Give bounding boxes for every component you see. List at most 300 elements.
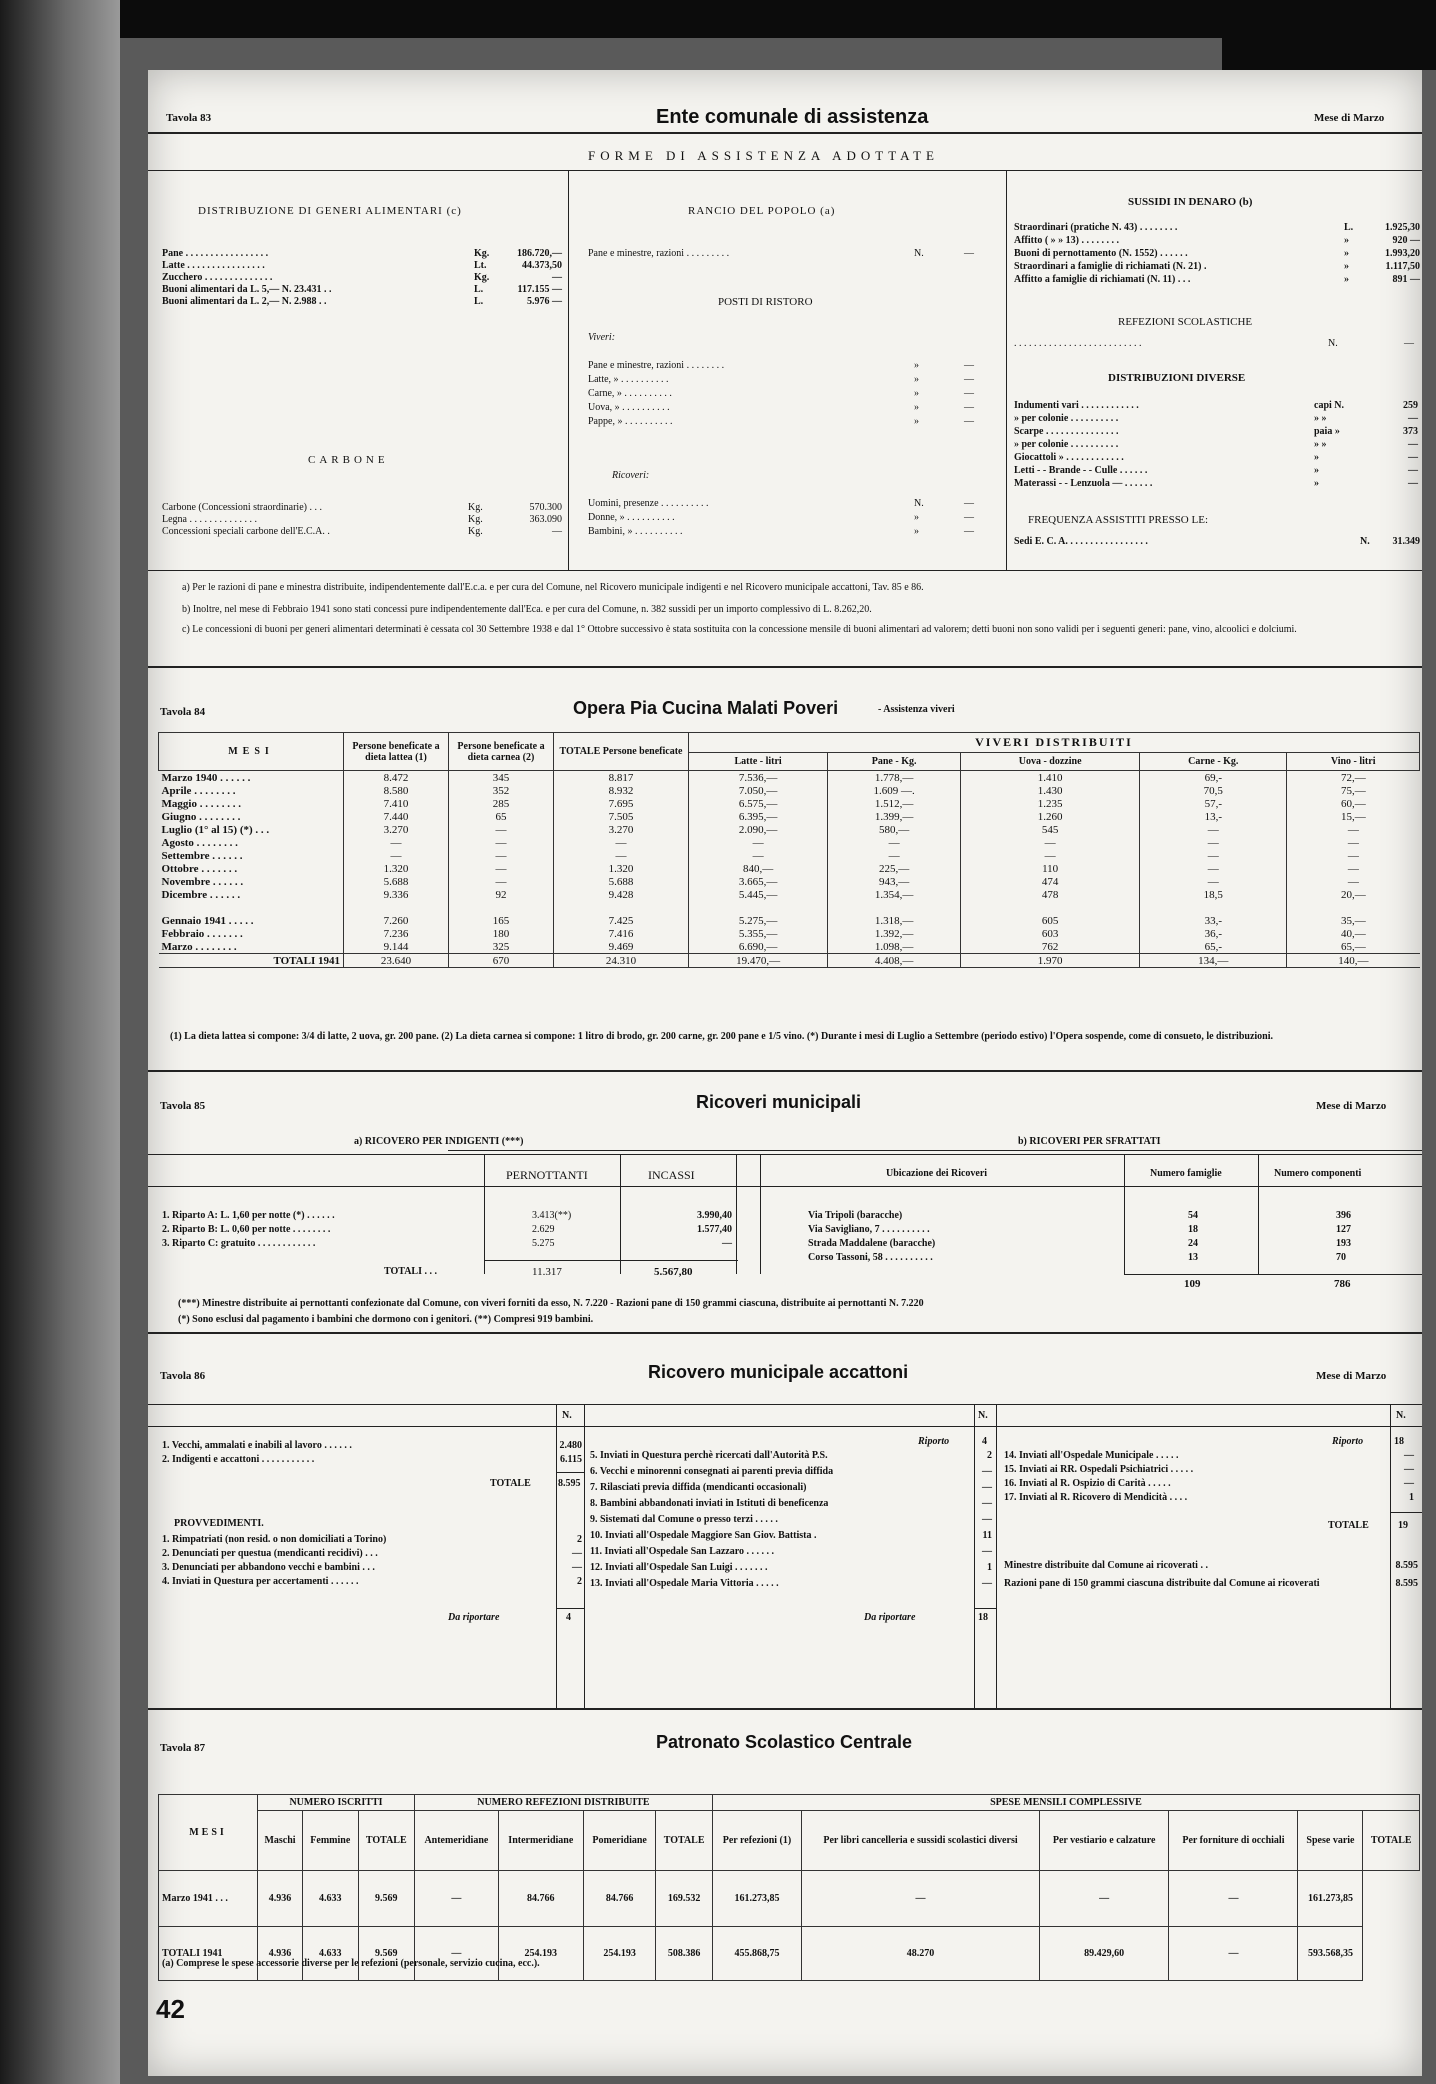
t87-cell: —	[1169, 1871, 1298, 1927]
t84-cell-c: 33,-	[1140, 914, 1287, 927]
rancio-item	[588, 248, 998, 262]
forme-subtitle: FORME DI ASSISTENZA ADOTTATE	[588, 148, 939, 163]
t85-h-comp: Numero componenti	[1274, 1168, 1362, 1179]
frequenza-item	[1014, 536, 1420, 549]
item-value: —	[982, 1482, 992, 1493]
t84-h-carnea: Persone beneficate a dieta carnea (2)	[449, 733, 554, 771]
t87-cell: 48.270	[802, 1927, 1040, 1981]
t84-cell-tot: 7.425	[554, 914, 689, 927]
t84-h-mesi: MESI	[159, 733, 344, 771]
t86-col2-row	[590, 1498, 996, 1514]
t86-col2-row	[590, 1466, 996, 1482]
item-value: —	[1404, 338, 1414, 349]
t84-cell-c: 13,-	[1140, 810, 1287, 823]
t84-cell-tot: 9.428	[554, 888, 689, 901]
t84-cell-v: 65,—	[1287, 940, 1420, 954]
t87-note: (a) Comprese le spese accessorie diverse per le refezioni (personale, servizio cucina, ecc.).	[162, 1958, 540, 1969]
item-unit: »	[1344, 235, 1349, 246]
t84-cell-l: 5.355,—	[689, 927, 828, 940]
t86-col2-riportare-label: Da riportare	[864, 1612, 916, 1623]
item-unit: Kg.	[468, 514, 483, 525]
t84-cell-p: 1.399,—	[828, 810, 961, 823]
t84-body	[159, 771, 1420, 954]
t86-col3-riporto-label: Riporto	[1332, 1436, 1364, 1447]
t84-cell-latte: 7.260	[344, 914, 449, 927]
item-label: Indumenti vari . . . . . . . . . . . .	[1014, 400, 1139, 411]
item-value: 373	[1403, 426, 1418, 437]
t84-mese: Novembre . . . . . .	[161, 875, 244, 888]
item-label: Concessioni speciali carbone dell'E.C.A. .	[162, 526, 330, 537]
t84-cell-carnea: —	[449, 823, 554, 836]
t84-cell-l: 3.665,—	[689, 875, 828, 888]
t87-cell: —	[415, 1871, 499, 1927]
t86-head-top	[148, 1404, 1422, 1405]
t84-cell-tot: 7.695	[554, 797, 689, 810]
t87-col-header: TOTALE	[358, 1811, 414, 1871]
t84-cell-v	[1287, 901, 1420, 914]
t85-h-ubic: Ubicazione dei Ricoveri	[886, 1168, 988, 1179]
t86-v2	[584, 1404, 585, 1708]
t85-b-rule	[888, 1150, 1422, 1151]
item-value: —	[964, 498, 974, 509]
t87-h-spese: SPESE MENSILI COMPLESSIVE	[712, 1795, 1419, 1811]
item-unit: »	[1344, 248, 1349, 259]
item-value: —	[964, 402, 974, 413]
t84-row	[159, 771, 1420, 785]
t85-v4	[760, 1154, 761, 1274]
t83-divider-2	[1006, 170, 1007, 570]
t83-divider-1	[568, 170, 569, 570]
t87-h-refezioni: NUMERO REFEZIONI DISTRIBUITE	[415, 1795, 713, 1811]
t84-cell-carnea	[449, 901, 554, 914]
t84-cell-p: 1.354,—	[828, 888, 961, 901]
t85-pern-value: 5.275	[532, 1238, 555, 1249]
document-page	[148, 70, 1422, 2076]
t84-cell-latte: 5.688	[344, 875, 449, 888]
item-unit: paia »	[1314, 426, 1340, 437]
t84-cell-l: 5.275,—	[689, 914, 828, 927]
page-title: Ente comunale di assistenza	[656, 106, 929, 128]
item-label: Legna . . . . . . . . . . . . . .	[162, 514, 257, 525]
item-label: 1. Vecchi, ammalati e inabili al lavoro . . . . . .	[162, 1440, 352, 1451]
t86-col2-row	[590, 1514, 996, 1530]
diverse-item	[1014, 400, 1420, 413]
t84-subtitle: - Assistenza viveri	[878, 704, 955, 715]
t84-cell-carnea: 65	[449, 810, 554, 823]
t86-col1-row	[162, 1454, 584, 1468]
t85-month: Mese di Marzo	[1316, 1100, 1387, 1112]
item-label: » per colonie . . . . . . . . . .	[1014, 413, 1119, 424]
item-unit: Kg.	[474, 272, 490, 283]
t87-title: Patronato Scolastico Centrale	[656, 1732, 913, 1752]
t84-cell-v: —	[1287, 823, 1420, 836]
t87-col-header: Per forniture di occhiali	[1169, 1811, 1298, 1871]
t85-pern-value: 2.629	[532, 1224, 555, 1235]
t87-cell: 4.936	[258, 1871, 303, 1927]
t86-col2-row	[590, 1562, 996, 1578]
t85-total-a-pern: 11.317	[532, 1266, 562, 1278]
sussidi-item	[1014, 235, 1420, 248]
item-value: —	[982, 1546, 992, 1557]
t84-cell-carnea: 352	[449, 784, 554, 797]
t84-mese: Gennaio 1941 . . . . .	[161, 914, 254, 927]
t84-cell-latte: 7.440	[344, 810, 449, 823]
t84-title: Opera Pia Cucina Malati Poveri	[573, 698, 839, 718]
item-value: 2.480	[559, 1440, 582, 1451]
viveri-item	[588, 388, 998, 402]
t84-cell-u: 478	[961, 888, 1140, 901]
componenti: 127	[1336, 1224, 1351, 1235]
t84-cell-c: —	[1140, 849, 1287, 862]
t86-col1-total-n: 8.595	[558, 1478, 581, 1489]
item-unit: »	[1314, 452, 1319, 463]
item-value: 11	[982, 1530, 992, 1541]
item-value: 259	[1403, 400, 1418, 411]
item-unit: »	[1314, 478, 1319, 489]
t84-cell-latte: —	[344, 849, 449, 862]
t85-v3	[736, 1154, 737, 1274]
t84-h-latte-litri: Latte - litri	[689, 753, 828, 771]
t84-h-viveri: VIVERI DISTRIBUITI	[689, 733, 1420, 753]
t84-cell-p: 943,—	[828, 875, 961, 888]
t86-month: Mese di Marzo	[1316, 1370, 1387, 1382]
item-label: Buoni alimentari da L. 2,— N. 2.988 . .	[162, 296, 327, 307]
item-label: Straordinari (pratiche N. 43) . . . . . . . .	[1014, 222, 1178, 233]
t84-cell-tot: 7.416	[554, 927, 689, 940]
t85-pern-value: 3.413(**)	[532, 1210, 572, 1221]
t87-cell: 593.568,35	[1298, 1927, 1363, 1981]
t84-total-l: 19.470,—	[689, 954, 828, 968]
t84-cell-carnea: —	[449, 849, 554, 862]
t84-cell-l: 6.395,—	[689, 810, 828, 823]
sussidi-title: SUSSIDI IN DENARO (b)	[1128, 196, 1253, 208]
t84-cell-v: —	[1287, 862, 1420, 875]
carbone-item	[162, 526, 562, 538]
t85-h-fam: Numero famiglie	[1150, 1168, 1222, 1179]
generi-item	[162, 260, 562, 272]
t87-cell: —	[1169, 1927, 1298, 1981]
frequenza-title: FREQUENZA ASSISTITI PRESSO LE:	[1028, 514, 1208, 526]
t87-cell: 161.273,85	[712, 1871, 801, 1927]
t87-cell: 4.633	[303, 1871, 359, 1927]
t86-col3-total-label: TOTALE	[1328, 1520, 1369, 1531]
t87-col-header: Per libri cancelleria e sussidi scolastici diversi	[802, 1811, 1040, 1871]
t85-title: Ricoveri municipali	[696, 1092, 862, 1112]
item-label: Affitto ( » » 13) . . . . . . . .	[1014, 235, 1119, 246]
generi-title: DISTRIBUZIONE DI GENERI ALIMENTARI (c)	[198, 205, 462, 217]
t84-row	[159, 901, 1420, 914]
t87-row-totali	[159, 1927, 1420, 1981]
item-value: —	[964, 360, 974, 371]
item-label: 17. Inviati al R. Ricovero di Mendicità . . . .	[1004, 1492, 1188, 1503]
month-label: Mese di Marzo	[1314, 112, 1385, 124]
item-label: Uova, » . . . . . . . . . .	[588, 402, 670, 413]
t87-cell: 254.193	[583, 1927, 656, 1981]
item-label: 6. Vecchi e minorenni consegnati ai parenti previa diffida	[590, 1466, 834, 1477]
item-value: 31.349	[1392, 536, 1420, 547]
item-unit: »	[914, 526, 919, 537]
t87-cell: 161.273,85	[1298, 1871, 1363, 1927]
t84-cell-c: 69,-	[1140, 771, 1287, 785]
t84-mese: Aprile . . . . . . . .	[161, 784, 236, 797]
item-label: Pappe, » . . . . . . . . . .	[588, 416, 673, 427]
t84-cell-tot: 8.932	[554, 784, 689, 797]
t84-cell-v: 75,—	[1287, 784, 1420, 797]
carbone-item	[162, 514, 562, 526]
item-unit: »	[914, 360, 919, 371]
t86-col2-row	[590, 1450, 996, 1466]
t84-total-u: 1.970	[961, 954, 1140, 968]
item-unit: N.	[914, 248, 924, 259]
item-label: . . . . . . . . . . . . . . . . . . . . . . . . . .	[1014, 338, 1142, 349]
t84-cell-l: 7.536,—	[689, 771, 828, 785]
t84-mese: Dicembre . . . . . .	[161, 888, 241, 901]
generi-item	[162, 272, 562, 284]
t85-sub-a: a) RICOVERO PER INDIGENTI (***)	[354, 1136, 524, 1147]
distrib-title: DISTRIBUZIONI DIVERSE	[1108, 372, 1246, 384]
t84-cell-u: —	[961, 836, 1140, 849]
t84-cell-latte: 8.472	[344, 771, 449, 785]
t86-col1-total-label: TOTALE	[490, 1478, 531, 1489]
t84-cell-latte: 9.336	[344, 888, 449, 901]
item-label: 3. Riparto C: gratuito . . . . . . . . . . . .	[162, 1238, 316, 1249]
t86-col3-note	[1004, 1560, 1420, 1572]
item-value: —	[964, 416, 974, 427]
t86-n-1: N.	[562, 1410, 572, 1421]
t86-col3-riporto-n: 18	[1394, 1436, 1404, 1447]
t84-cell-tot: 8.817	[554, 771, 689, 785]
item-value: —	[1408, 465, 1418, 476]
rancio-title: RANCIO DEL POPOLO (a)	[688, 205, 836, 217]
t84-cell-u: 1.235	[961, 797, 1140, 810]
t84-total-p: 4.408,—	[828, 954, 961, 968]
t84-cell-u: 1.430	[961, 784, 1140, 797]
t84-cell-c	[1140, 901, 1287, 914]
t84-row	[159, 940, 1420, 954]
t86-col3-total-n: 19	[1398, 1520, 1408, 1531]
item-value: 1	[1409, 1492, 1414, 1503]
t84-cell-l: 840,—	[689, 862, 828, 875]
t87-cell: 9.569	[358, 1871, 414, 1927]
t84-mese: Agosto . . . . . . . .	[161, 836, 238, 849]
t86-provv-title: PROVVEDIMENTI.	[174, 1518, 264, 1529]
item-label: Letti - - Brande - - Culle . . . . . .	[1014, 465, 1148, 476]
t85-end-rule	[148, 1332, 1422, 1334]
diverse-item	[1014, 465, 1420, 478]
ricoveri-item	[588, 498, 998, 512]
header-rule	[148, 132, 1422, 134]
item-label: 3. Denunciati per abbandono vecchi e bambini . . .	[162, 1562, 375, 1573]
t87-mese: TOTALI 1941	[159, 1927, 258, 1981]
t84-cell-p: 1.778,—	[828, 771, 961, 785]
item-value: —	[982, 1466, 992, 1477]
item-unit: »	[1314, 465, 1319, 476]
item-value: —	[572, 1562, 582, 1573]
item-value: —	[964, 512, 974, 523]
t85-total-b-comp: 786	[1334, 1278, 1351, 1290]
item-value: 2	[577, 1534, 582, 1545]
t84-cell-p: 1.318,—	[828, 914, 961, 927]
t84-cell-l: 6.690,—	[689, 940, 828, 954]
t87-col-header: TOTALE	[656, 1811, 712, 1871]
item-value: —	[552, 526, 562, 537]
t87-col-header: Intermeridiane	[498, 1811, 583, 1871]
t87-cell: 89.429,60	[1039, 1927, 1169, 1981]
item-label: Buoni di pernottamento (N. 1552) . . . . . .	[1014, 248, 1188, 259]
tavola-87-label: Tavola 87	[160, 1742, 206, 1754]
t84-mese	[159, 901, 344, 914]
t84-cell-latte: 7.410	[344, 797, 449, 810]
item-unit: capi N.	[1314, 400, 1344, 411]
t84-cell-v: —	[1287, 836, 1420, 849]
t86-n-3: N.	[1396, 1410, 1406, 1421]
item-label: Materassi - - Lenzuola — . . . . . .	[1014, 478, 1153, 489]
t84-cell-u: 1.410	[961, 771, 1140, 785]
item-value: —	[1404, 1464, 1414, 1475]
viveri-label: Viveri:	[588, 332, 616, 343]
diverse-item	[1014, 452, 1420, 465]
t84-cell-latte	[344, 901, 449, 914]
t85-note-2: (*) Sono esclusi dal pagamento i bambini che dormono con i genitori. (**) Compresi 919 bambini.	[178, 1314, 594, 1325]
item-label: Carne, » . . . . . . . . . .	[588, 388, 672, 399]
t84-cell-c: 65,-	[1140, 940, 1287, 954]
t87-col-header: Spese varie	[1298, 1811, 1363, 1871]
t86-col1-riportare-label: Da riportare	[448, 1612, 500, 1623]
item-label: Straordinari a famiglie di richiamati (N. 21) .	[1014, 261, 1207, 272]
t84-cell-v: 72,—	[1287, 771, 1420, 785]
t86-head-bottom	[148, 1426, 1422, 1427]
t84-cell-c: 57,-	[1140, 797, 1287, 810]
t85-b-row	[808, 1252, 1418, 1266]
ubicazione: Strada Maddalene (baracche)	[808, 1238, 936, 1249]
t84-mese: Maggio . . . . . . . .	[161, 797, 241, 810]
carbone-title: CARBONE	[308, 454, 389, 466]
item-label: Pane e minestre, razioni . . . . . . . .	[588, 360, 725, 371]
t84-cell-tot: 1.320	[554, 862, 689, 875]
t86-col3-row	[1004, 1492, 1420, 1506]
t84-mese: Febbraio . . . . . . .	[161, 927, 243, 940]
t84-cell-v: 60,—	[1287, 797, 1420, 810]
item-label: 14. Inviati all'Ospedale Municipale . . . . .	[1004, 1450, 1179, 1461]
t84-row	[159, 875, 1420, 888]
t84-h-vino: Vino - litri	[1287, 753, 1420, 771]
scan-border-corner	[1222, 0, 1436, 70]
item-label: Affitto a famiglie di richiamati (N. 11) . . .	[1014, 274, 1191, 285]
t84-cell-v: 15,—	[1287, 810, 1420, 823]
item-value: —	[982, 1498, 992, 1509]
t84-cell-u: 603	[961, 927, 1140, 940]
item-unit: Lt.	[474, 260, 487, 271]
t86-col1-riportare-n: 4	[566, 1612, 571, 1623]
item-value: —	[1408, 413, 1418, 424]
t84-cell-p: —	[828, 836, 961, 849]
t84-cell-u: 110	[961, 862, 1140, 875]
t84-cell-l: —	[689, 849, 828, 862]
t84-cell-carnea: —	[449, 836, 554, 849]
componenti: 70	[1336, 1252, 1346, 1263]
item-unit: Kg.	[474, 248, 490, 259]
t87-cell: 508.386	[656, 1927, 712, 1981]
scan-border-left	[0, 0, 120, 2084]
t84-row	[159, 849, 1420, 862]
generi-item	[162, 284, 562, 296]
item-unit: L.	[474, 284, 484, 295]
t87-col-header: Maschi	[258, 1811, 303, 1871]
t84-cell-u: 1.260	[961, 810, 1140, 823]
t85-h-pern: PERNOTTANTI	[506, 1168, 588, 1182]
t84-cell-p: 1.609 —.	[828, 784, 961, 797]
item-unit: »	[914, 512, 919, 523]
t86-col2-row	[590, 1578, 996, 1594]
t85-total-a-label: TOTALI . . .	[384, 1266, 437, 1277]
t86-col1-row	[162, 1440, 584, 1454]
t84-h-totale: TOTALE Persone beneficate	[554, 733, 689, 771]
t84-end-rule	[148, 1070, 1422, 1072]
t87-cell: —	[1039, 1871, 1169, 1927]
t84-cell-v: 20,—	[1287, 888, 1420, 901]
t84-cell-v: —	[1287, 849, 1420, 862]
item-value: —	[1408, 478, 1418, 489]
t84-row	[159, 914, 1420, 927]
item-value: —	[572, 1548, 582, 1559]
t86-col3-total-rule	[1390, 1512, 1422, 1513]
t87-cell: 254.193	[498, 1927, 583, 1981]
t86-n-2: N.	[978, 1410, 988, 1421]
t84-notes: (1) La dieta lattea si compone: 3/4 di latte, 2 uova, gr. 200 pane. (2) La dieta carnea si compone: 1 litro di brodo, gr. 200 carne, gr. 200 pane e 1/5 vino. (*) Durante i mesi di Luglio a Settembre (periodo estivo) l'Opera sospende, come di consueto, le distribuzioni.	[170, 1031, 1274, 1042]
t84-cell-tot: 3.270	[554, 823, 689, 836]
item-value: 2	[577, 1576, 582, 1587]
tavola-83-label: Tavola 83	[166, 112, 212, 124]
note-label: Minestre distribuite dal Comune ai ricoverati . .	[1004, 1560, 1208, 1571]
t84-cell-c: —	[1140, 836, 1287, 849]
t87-cell: 169.532	[656, 1871, 712, 1927]
t85-head-top	[148, 1154, 1422, 1155]
t84-cell-c: 18,5	[1140, 888, 1287, 901]
t86-provv-row	[162, 1548, 584, 1562]
t83-note-a: a) Per le razioni di pane e minestra distribuite, indipendentemente dall'E.c.a. e per cura del Comune, nel Ricovero municipale indigenti e nel Ricovero municipale accattoni, Tav. 85 e 86.	[182, 582, 924, 593]
item-value: 6.115	[560, 1454, 582, 1465]
item-label: Latte . . . . . . . . . . . . . . . .	[162, 260, 265, 271]
t84-cell-carnea: 165	[449, 914, 554, 927]
t84-cell-p: 225,—	[828, 862, 961, 875]
diverse-item	[1014, 439, 1420, 452]
t87-table	[158, 1794, 1420, 1981]
diverse-item	[1014, 426, 1420, 439]
item-label: 10. Inviati all'Ospedale Maggiore San Giov. Battista .	[590, 1530, 817, 1541]
t84-cell-tot: 9.469	[554, 940, 689, 954]
t86-provv-row	[162, 1576, 584, 1590]
item-unit: Kg.	[468, 502, 483, 513]
refezioni-item	[1014, 338, 1420, 351]
t84-mese: Marzo . . . . . . . .	[161, 940, 237, 953]
item-value: —	[982, 1514, 992, 1525]
item-unit: Kg.	[468, 526, 483, 537]
item-label: Pane e minestre, razioni . . . . . . . . .	[588, 248, 730, 259]
famiglie: 54	[1188, 1210, 1198, 1221]
item-value: —	[1408, 452, 1418, 463]
t84-cell-tot: 7.505	[554, 810, 689, 823]
ubicazione: Corso Tassoni, 58 . . . . . . . . . .	[808, 1252, 933, 1263]
t84-cell-l: 2.090,—	[689, 823, 828, 836]
item-value: 891 —	[1392, 274, 1420, 285]
t84-total-label: TOTALI 1941	[273, 954, 340, 967]
t86-col3-note	[1004, 1578, 1420, 1590]
t84-cell-p: 1.512,—	[828, 797, 961, 810]
t84-cell-u: 545	[961, 823, 1140, 836]
t87-mese: Marzo 1941 . . .	[159, 1871, 258, 1927]
ricoveri-item	[588, 512, 998, 526]
item-label: 5. Inviati in Questura perchè ricercati dall'Autorità P.S.	[590, 1450, 828, 1461]
